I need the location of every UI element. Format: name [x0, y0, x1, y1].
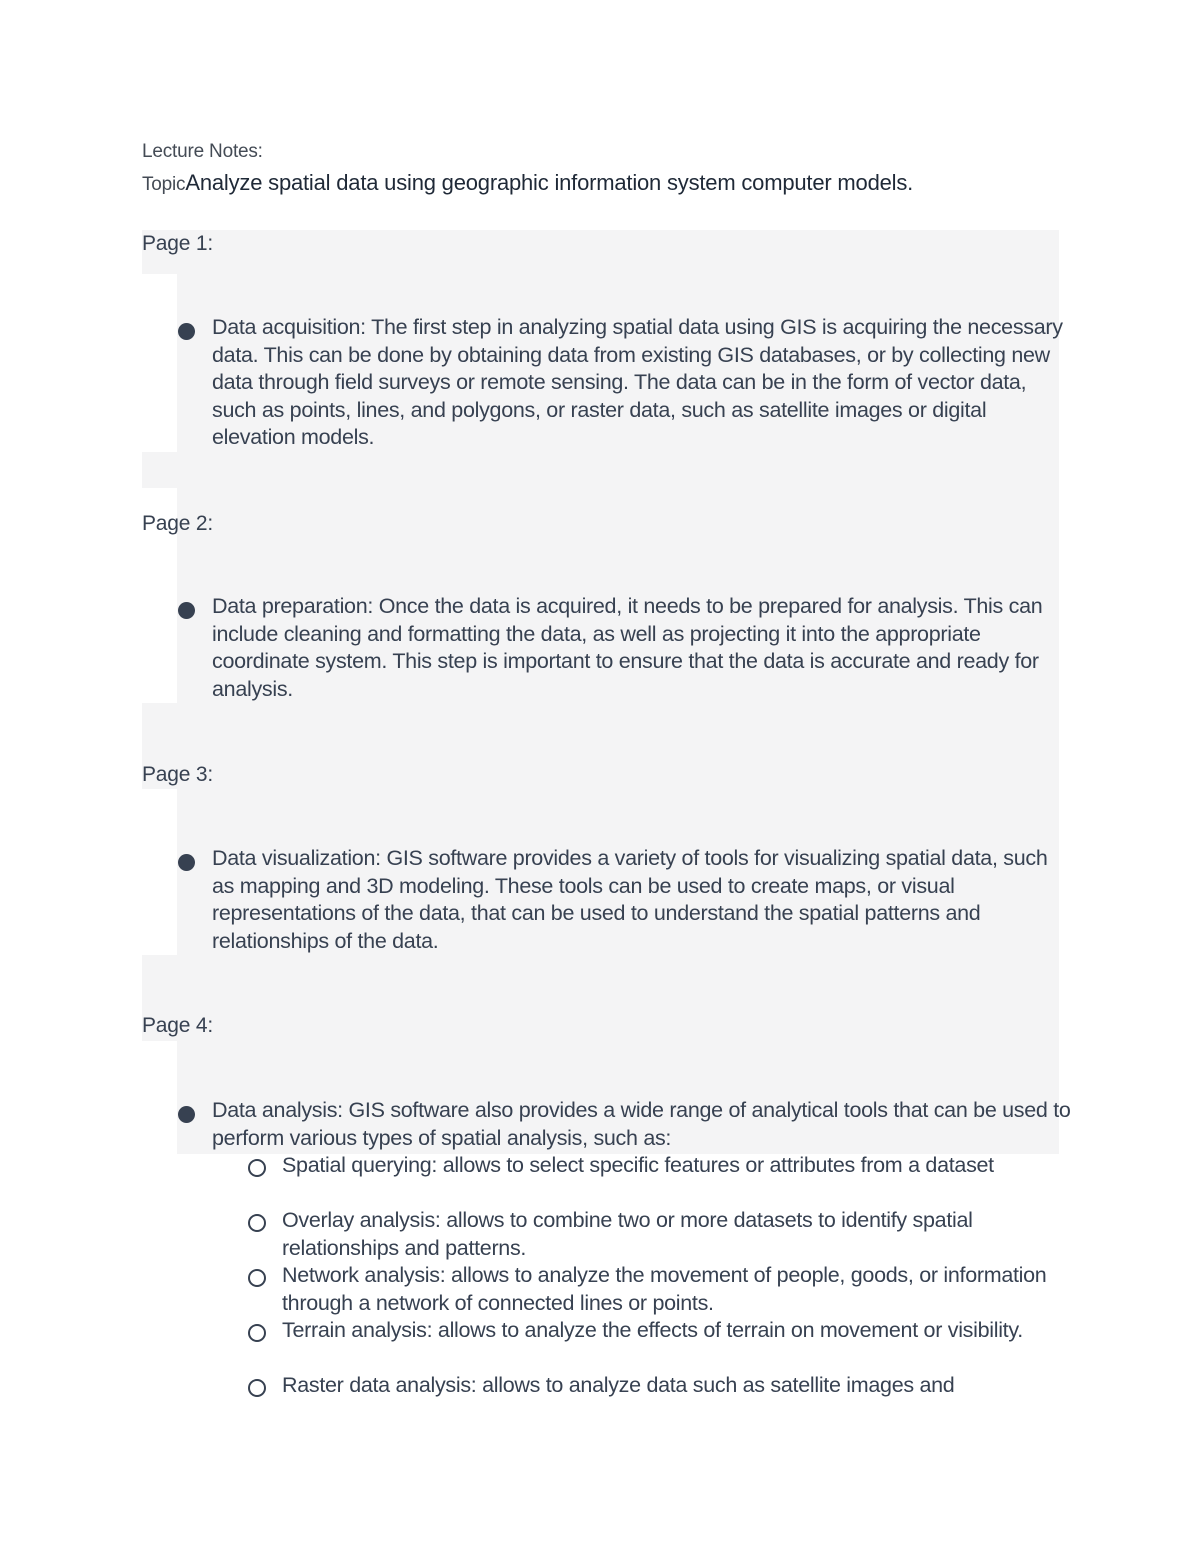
- notes-heading: Lecture Notes:: [142, 141, 263, 162]
- list-item-text: Data visualization: GIS software provides a variety of tools for visualizing spatial data, such as mapping and 3D modeling. These tools can be used to create maps, or visual representations of the data, that can be used to understand the spatial patterns and relationships of the data.: [212, 846, 1048, 953]
- hollow-bullet-icon: [248, 1159, 266, 1177]
- shade-block: [142, 452, 1059, 488]
- shade-block: [142, 230, 1059, 274]
- topic-prefix: Topic: [142, 174, 186, 195]
- hollow-bullet-icon: [248, 1214, 266, 1232]
- hollow-bullet-icon: [248, 1324, 266, 1342]
- page-label: Page 1:: [142, 232, 213, 255]
- list-item-text: Data acquisition: The first step in analyzing spatial data using GIS is acquiring the necessary data. This can be done by obtaining data from existing GIS databases, or by collecting new data through field surveys or remote sensing. The data can be in the form of vector data, such as points, lines, and polygons, or raster data, such as satellite images or digital elevation models.: [212, 315, 1063, 450]
- sub-list-item-text: Overlay analysis: allows to combine two or more datasets to identify spatial relationships and patterns.: [282, 1208, 973, 1260]
- page-label: Page 4:: [142, 1014, 213, 1037]
- sub-list-item-text: Network analysis: allows to analyze the movement of people, goods, or information through a network of connected lines or points.: [282, 1263, 1047, 1315]
- hollow-bullet-icon: [248, 1269, 266, 1287]
- bullet-icon: [178, 602, 195, 619]
- sub-list-item-text: Spatial querying: allows to select specific features or attributes from a dataset: [282, 1153, 994, 1177]
- bullet-icon: [178, 854, 195, 871]
- list-item-text: Data preparation: Once the data is acquired, it needs to be prepared for analysis. This can include cleaning and formatting the data, as well as projecting it into the appropriate coordinate system. This step is important to ensure that the data is accurate and ready for analysis.: [212, 594, 1043, 701]
- list-item-text: Data analysis: GIS software also provides a wide range of analytical tools that can be used to perform various types of spatial analysis, such as:: [212, 1098, 1071, 1150]
- sub-list-item-text: Raster data analysis: allows to analyze data such as satellite images and: [282, 1373, 955, 1397]
- hollow-bullet-icon: [248, 1379, 266, 1397]
- page-label: Page 2:: [142, 512, 213, 535]
- bullet-icon: [178, 323, 195, 340]
- page-label: Page 3:: [142, 763, 213, 786]
- bullet-icon: [178, 1106, 195, 1123]
- shade-block: [142, 955, 1059, 1041]
- topic-title: Analyze spatial data using geographic information system computer models.: [185, 170, 914, 195]
- shade-block: [142, 703, 1059, 789]
- sub-list-item-text: Terrain analysis: allows to analyze the effects of terrain on movement or visibility.: [282, 1318, 1023, 1342]
- topic-line: [142, 170, 913, 196]
